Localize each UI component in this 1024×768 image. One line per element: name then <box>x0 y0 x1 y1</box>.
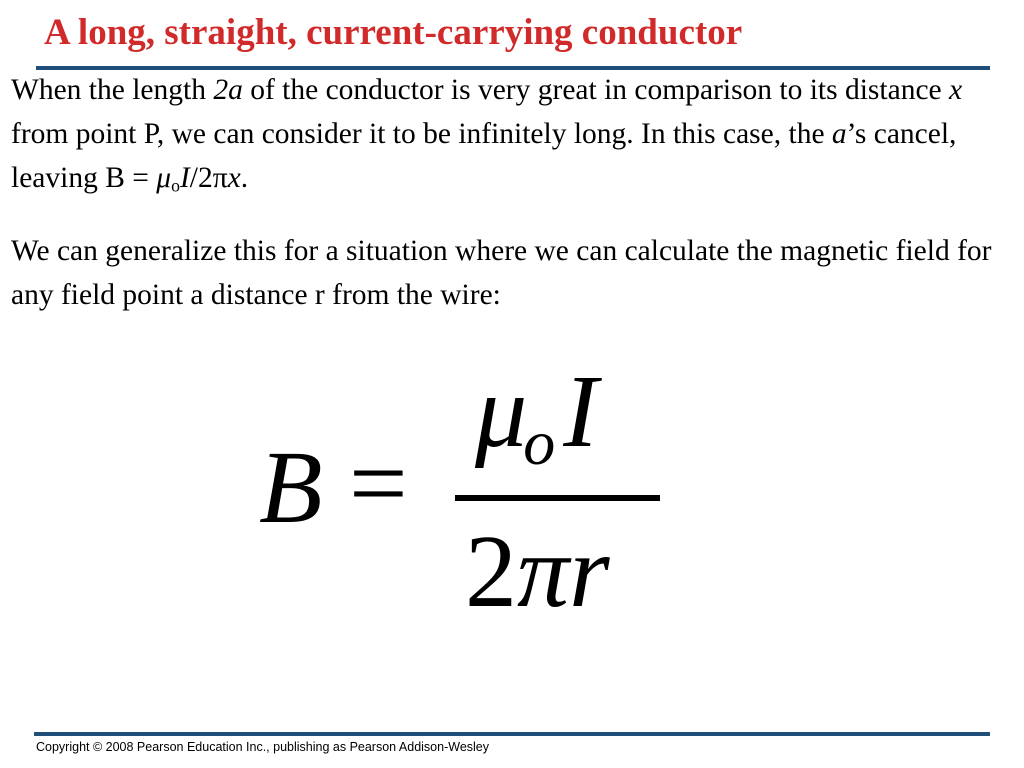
footer-divider <box>34 732 990 736</box>
p1-current-symbol: I <box>179 162 190 194</box>
equation-numerator <box>475 354 598 478</box>
p1-a-symbol: a <box>831 118 847 150</box>
p1-distance-symbol: x <box>949 74 963 106</box>
p1-x-symbol: x <box>227 162 241 194</box>
equation-lhs: B <box>259 430 323 545</box>
denominator-pi: π <box>517 514 570 629</box>
p1-text-4: ’s cancel, leaving B = <box>11 118 957 194</box>
magnetic-field-equation <box>255 354 675 640</box>
p1-text-2: of the conductor is very great in comparison to its distance <box>242 74 950 106</box>
p1-mu-subscript: o <box>171 175 180 196</box>
paragraph-generalization: We can generalize this for a situation where we can calculate the magnetic field for any field point a distance r from the wire: <box>11 235 992 311</box>
numerator-mu: μ <box>475 354 528 469</box>
p1-text-1: When the length <box>11 74 214 106</box>
p1-mu-symbol: μ <box>156 162 172 194</box>
denominator-r: r <box>569 514 610 629</box>
copyright-footer: Copyright © 2008 Pearson Education Inc., publishing as Pearson Addison-Wesley <box>36 740 489 754</box>
slide-title: A long, straight, current-carrying conductor <box>44 12 743 53</box>
p1-text-3: from point P, we can consider it to be infinitely long. In this case, the <box>11 118 832 150</box>
fraction-bar <box>455 495 660 501</box>
equation-denominator <box>465 514 610 629</box>
numerator-current: I <box>563 354 598 469</box>
paragraph-infinite-conductor <box>11 68 1011 200</box>
p1-text-5: /2π <box>189 162 228 194</box>
p1-length-symbol: 2a <box>213 74 243 106</box>
equation-equals-sign: = <box>349 426 408 541</box>
p1-text-6: . <box>240 162 249 194</box>
denominator-two: 2 <box>465 514 517 629</box>
numerator-subscript: o <box>523 407 556 478</box>
